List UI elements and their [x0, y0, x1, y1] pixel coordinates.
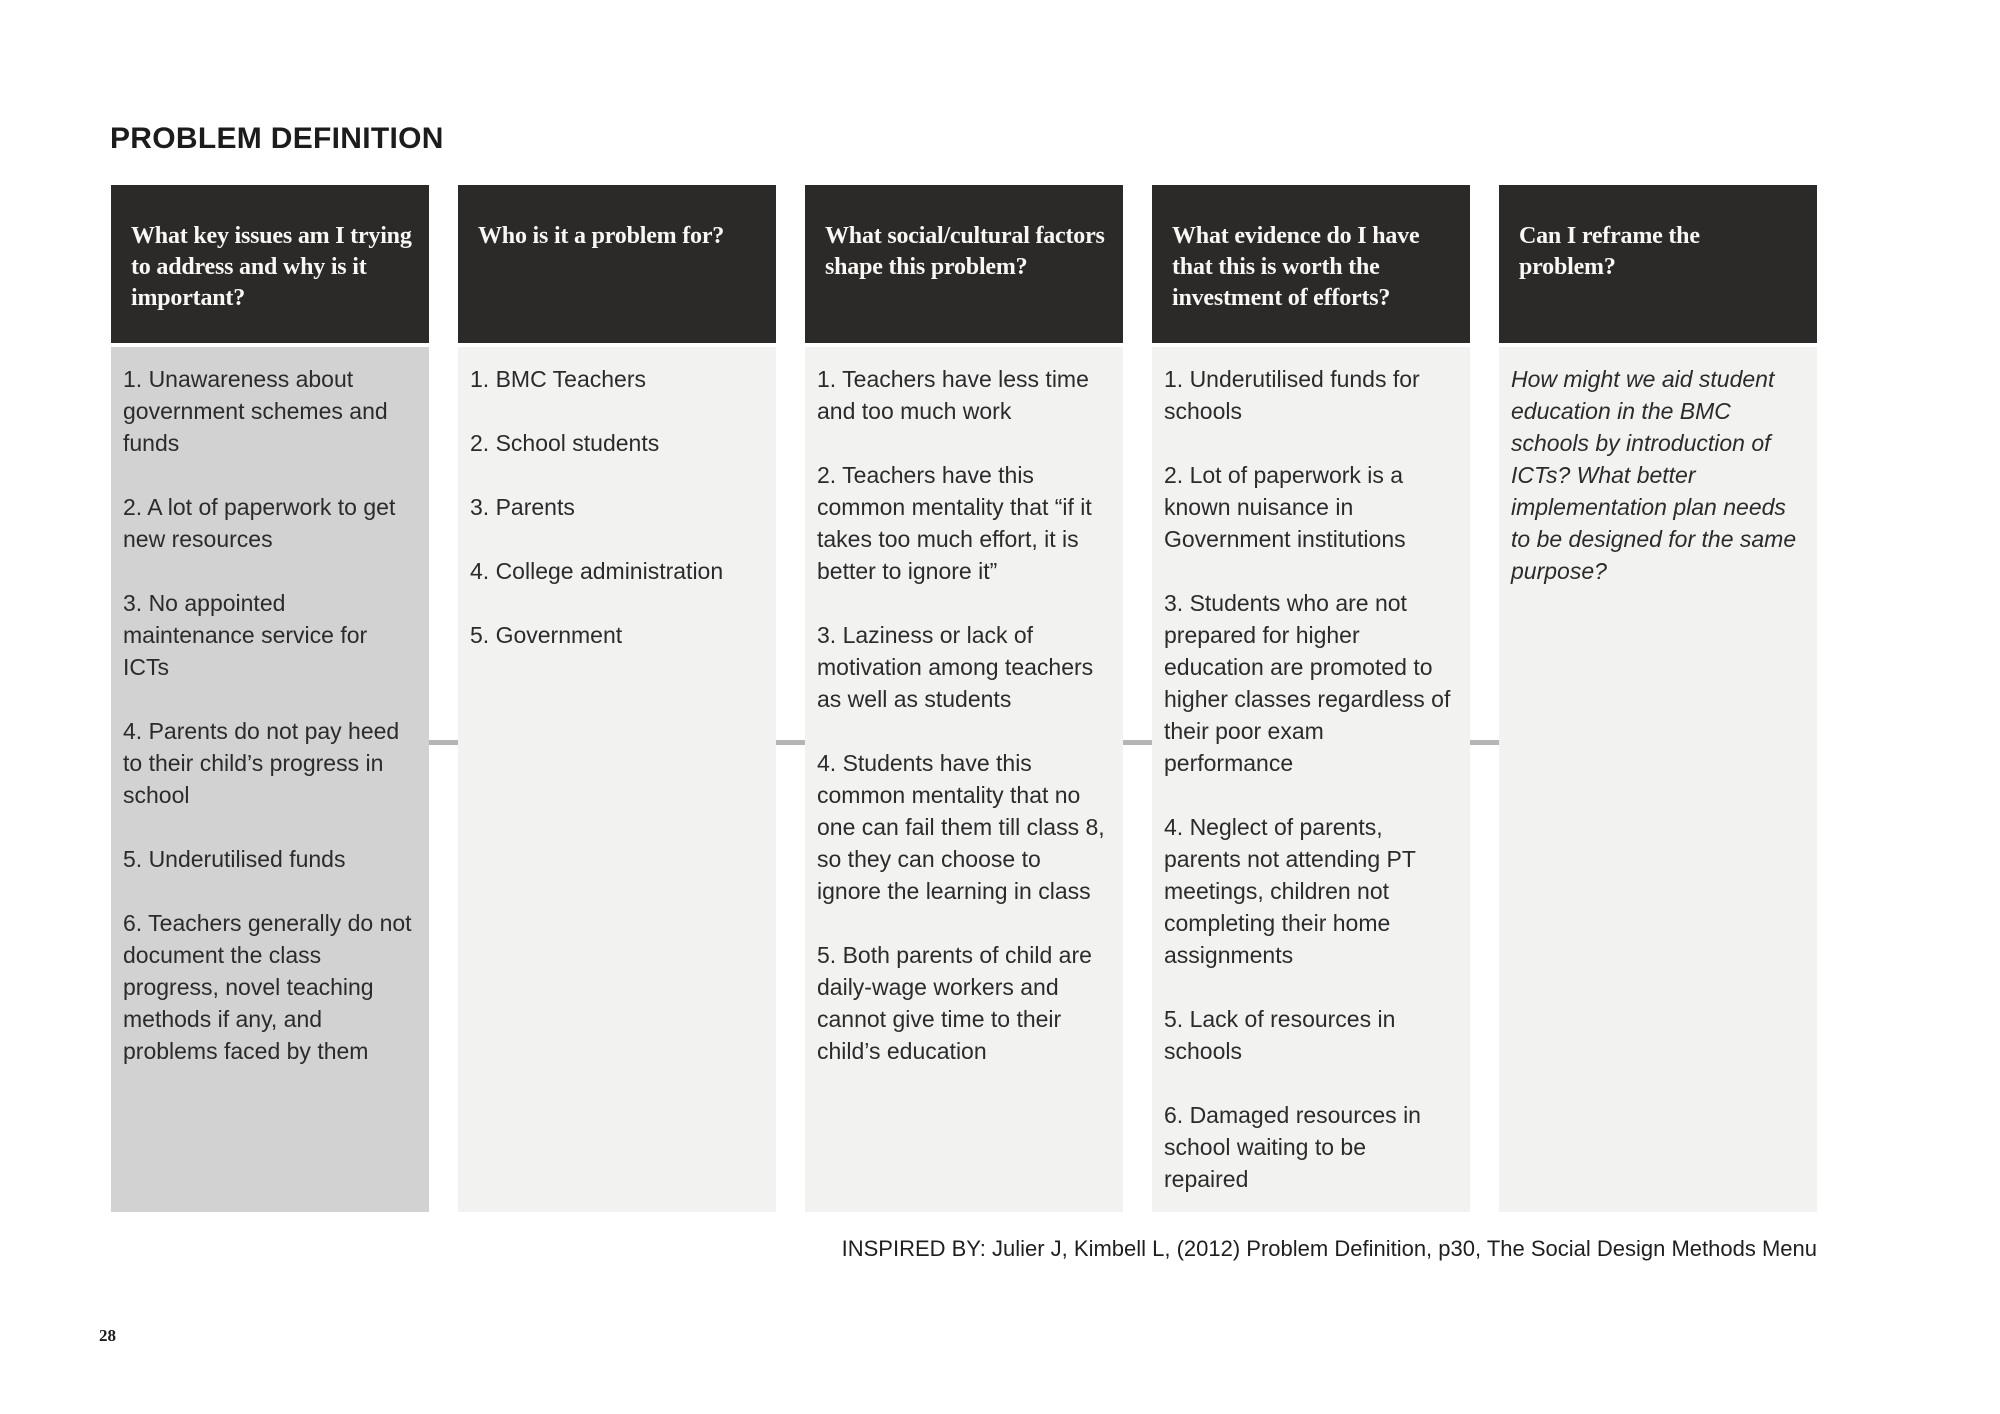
column-divider	[776, 740, 805, 745]
column-header: Who is it a problem for?	[458, 185, 776, 343]
list-item: 4. Parents do not pay heed to their child’s progress in school	[123, 718, 400, 808]
column-body	[458, 347, 776, 1212]
list-item: 4. Neglect of parents, parents not attending PT meetings, children not completing their home assignments	[1164, 814, 1416, 968]
list-item: 3. No appointed maintenance service for ICTs	[123, 590, 368, 680]
page-number: 28	[99, 1326, 116, 1345]
list-item: 2. A lot of paperwork to get new resources	[123, 494, 396, 552]
column-evidence	[1152, 185, 1470, 1212]
list-item: 1. Teachers have less time and too much work	[817, 366, 1089, 424]
list-item: 3. Parents	[470, 494, 575, 520]
list-item: 4. College administration	[470, 558, 724, 584]
page-title: PROBLEM DEFINITION	[110, 122, 444, 156]
citation: INSPIRED BY: Julier J, Kimbell L, (2012) Problem Definition, p30, The Social Design Methods Menu	[841, 1236, 1817, 1261]
column-social-cultural-factors	[805, 185, 1123, 1212]
column-body	[805, 347, 1123, 1212]
list-item: 2. Teachers have this common mentality that “if it takes too much effort, it is better to ignore it”	[817, 462, 1092, 584]
list-item: 5. Lack of resources in schools	[1164, 1006, 1396, 1064]
column-body	[1152, 347, 1470, 1212]
column-divider	[1123, 740, 1152, 745]
column-body	[1499, 347, 1817, 1212]
list-item: 6. Teachers generally do not document the class progress, novel teaching methods if any, and problems faced by them	[123, 910, 412, 1064]
list-item: 5. Government	[470, 622, 623, 648]
list-item: 2. Lot of paperwork is a known nuisance in Government institutions	[1164, 462, 1406, 552]
column-header: What evidence do I have that this is worth the investment of efforts?	[1152, 185, 1470, 343]
list-item: 5. Underutilised funds	[123, 846, 346, 872]
column-divider	[1470, 740, 1499, 745]
column-reframe	[1499, 185, 1817, 1212]
column-problem-for-whom	[458, 185, 776, 1212]
list-item: 3. Students who are not prepared for higher education are promoted to higher classes regardless of their poor exam performance	[1164, 590, 1451, 776]
list-item: How might we aid student education in the BMC schools by introduction of ICTs? What better implementation plan needs to be designed for the same purpose?	[1511, 366, 1797, 584]
problem-definition-grid	[111, 185, 1817, 1212]
column-header: What key issues am I trying to address and why is it important?	[111, 185, 429, 343]
column-header: Can I reframe the problem?	[1499, 185, 1817, 343]
column-key-issues	[111, 185, 429, 1212]
column-body	[111, 347, 429, 1212]
list-item: 6. Damaged resources in school waiting to be repaired	[1164, 1102, 1421, 1192]
column-divider	[429, 740, 458, 745]
list-item: 3. Laziness or lack of motivation among teachers as well as students	[817, 622, 1094, 712]
list-item: 5. Both parents of child are daily-wage workers and cannot give time to their child’s education	[817, 942, 1092, 1064]
list-item: 4. Students have this common mentality that no one can fail them till class 8, so they can choose to ignore the learning in class	[817, 750, 1105, 904]
list-item: 1. Underutilised funds for schools	[1164, 366, 1420, 424]
list-item: 1. Unawareness about government schemes and funds	[123, 366, 388, 456]
column-header: What social/cultural factors shape this problem?	[805, 185, 1123, 343]
list-item: 2. School students	[470, 430, 660, 456]
list-item: 1. BMC Teachers	[470, 366, 646, 392]
